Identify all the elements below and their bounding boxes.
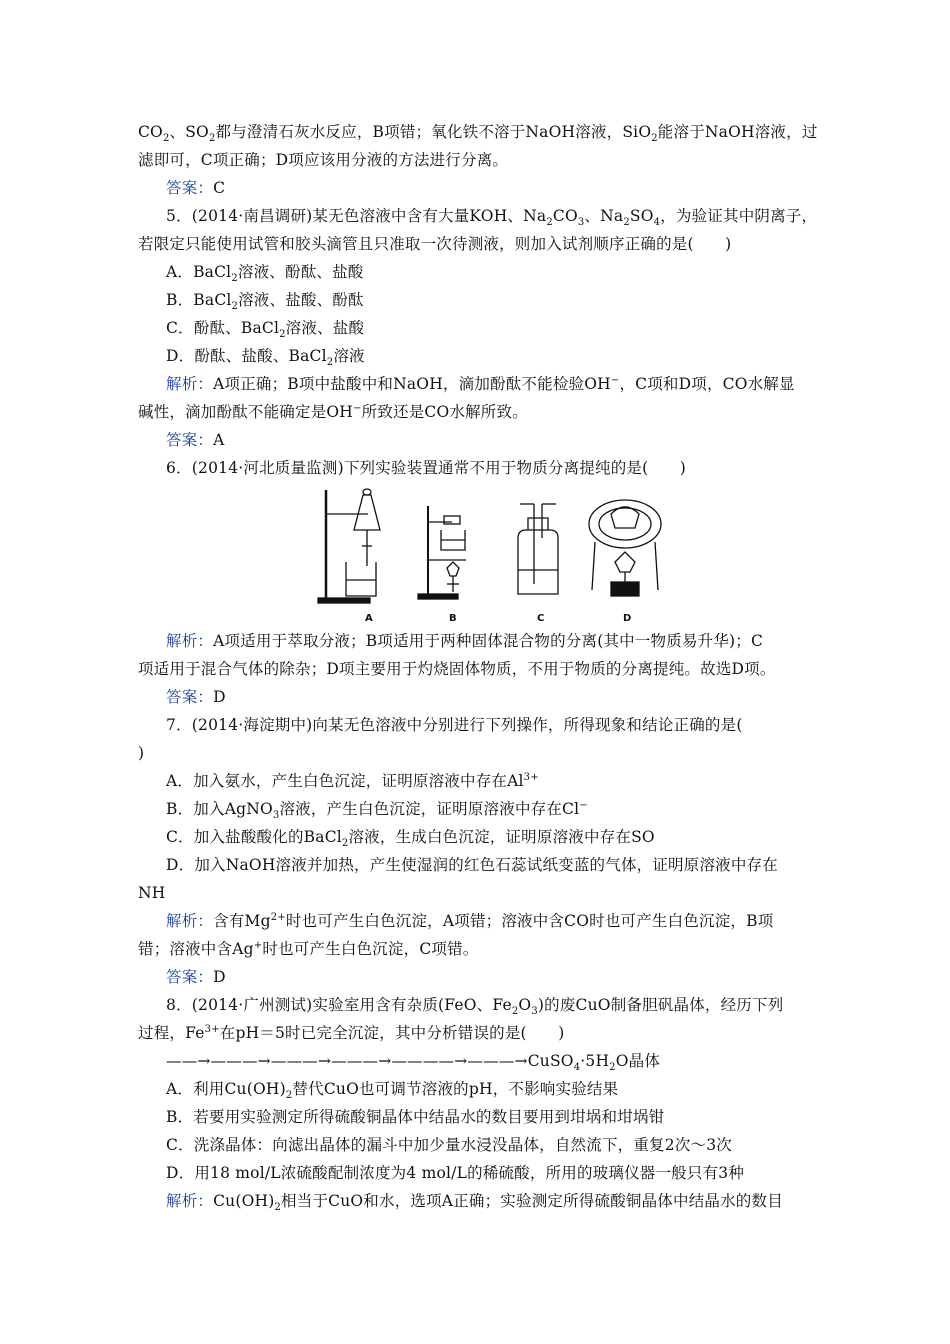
text-line: NH: [138, 884, 166, 902]
option-d: D．加入NaOH溶液并加热，产生使湿润的红色石蕊试纸变蓝的气体，证明原溶液中存在: [166, 856, 778, 874]
text-line: 错；溶液中含Ag+时也可产生白色沉淀，C项错。: [138, 939, 479, 958]
option-b: B．若要用实验测定所得硫酸铜晶体中结晶水的数目要用到坩埚和坩埚钳: [166, 1108, 665, 1126]
option-a: A．BaCl$_2$溶液、酚酞、盐酸: [166, 263, 364, 285]
answer-line: 答案：A: [166, 431, 225, 449]
figure-label-d: D: [623, 613, 632, 624]
apparatus-figure: [310, 484, 670, 626]
option-a: A．利用$Cu(OH)_2$替代CuO也可调节溶液的pH，不影响实验结果: [166, 1080, 619, 1102]
option-b: B．BaCl$_2$溶液、盐酸、酚酞: [166, 291, 364, 313]
analysis-line: 解析：A项正确；B项中盐酸中和NaOH，滴加酚酞不能检验OH−，C项和D项，CO水解显: [166, 374, 795, 393]
analysis-line: 解析：含有$Mg^{2+}$时也可产生白色沉淀，A项错；溶液中含CO时也可产生白色沉淀，B项: [166, 911, 774, 930]
answer-line: 答案：C: [166, 179, 226, 197]
answer-label: 答案：: [166, 968, 214, 986]
text-line: 滤即可，C项正确；D项应该用分液的方法进行分离。: [138, 151, 509, 169]
option-d: D．酚酞、盐酸、BaCl$_2$溶液: [166, 347, 365, 369]
answer-line: 答案：D: [166, 968, 226, 986]
process-flow-line: $——\to———\to———\to———\to————\to———\to CuSO_4\cdot 5H_2O$晶体: [166, 1052, 661, 1074]
figure-label-b: B: [449, 613, 457, 624]
text-line: 若限定只能使用试管和胶头滴管且只准取一次待测液，则加入试剂顺序正确的是( ): [138, 235, 732, 253]
question-7-stem: 7．(2014·海淀期中)向某无色溶液中分别进行下列操作，所得现象和结论正确的是(: [166, 716, 743, 734]
option-d: D．用18 mol/L浓硫酸配制浓度为4 mol/L的稀硫酸，所用的玻璃仪器一般只有3种: [166, 1164, 745, 1182]
text-line: 碱性，滴加酚酞不能确定是OH−所致还是CO水解所致。: [138, 402, 528, 421]
analysis-label: 解析：: [166, 375, 214, 393]
text-line: ): [138, 744, 145, 762]
answer-label: 答案：: [166, 179, 214, 197]
answer-label: 答案：: [166, 688, 214, 706]
analysis-line: 解析：A项适用于萃取分液；B项适用于两种固体混合物的分离(其中一物质易升华)；C: [166, 632, 764, 650]
text-line: $CO_2$、$SO_2$都与澄清石灰水反应，B项错；氧化铁不溶于NaOH溶液，SiO$_2$能溶于NaOH溶液，过: [138, 123, 818, 145]
figure-label-a: A: [365, 613, 373, 624]
analysis-label: 解析：: [166, 912, 214, 930]
analysis-label: 解析：: [166, 1192, 214, 1210]
question-6-stem: 6．(2014·河北质量监测)下列实验装置通常不用于物质分离提纯的是( ): [166, 459, 687, 477]
text-line: 项适用于混合气体的除杂；D项主要用于灼烧固体物质，不用于物质的分离提纯。故选D项。: [138, 660, 776, 678]
option-b: B．加入AgNO$_3$溶液，产生白色沉淀，证明原溶液中存在Cl−: [166, 799, 588, 822]
analysis-label: 解析：: [166, 632, 214, 650]
answer-label: 答案：: [166, 431, 214, 449]
answer-line: 答案：D: [166, 688, 226, 706]
analysis-line: 解析：$Cu(OH)_2$相当于CuO和水，选项A正确；实验测定所得硫酸铜晶体中结晶水的数目: [166, 1192, 783, 1214]
option-c: C．加入盐酸酸化的BaCl$_2$溶液，生成白色沉淀，证明原溶液中存在SO: [166, 828, 655, 850]
option-a: A．加入氨水，产生白色沉淀，证明原溶液中存在$Al^{3+}$: [166, 771, 539, 790]
option-c: C．酚酞、BaCl$_2$溶液、盐酸: [166, 319, 365, 341]
figure-label-c: C: [537, 613, 545, 624]
question-5-stem: 5．(2014·南昌调研)某无色溶液中含有大量KOH、$Na_2CO_3$、$Na_2SO_4$，为验证其中阴离子，: [166, 207, 818, 229]
apparatus-drawing: [310, 484, 670, 626]
text-line: 过程，$Fe^{3+}$在pH＝5时已完全沉淀，其中分析错误的是( ): [138, 1023, 565, 1042]
question-8-stem: 8．(2014·广州测试)实验室用含有杂质(FeO、$Fe_2O_3$)的废CuO制备胆矾晶体，经历下列: [166, 996, 784, 1018]
option-c: C．洗涤晶体：向滤出晶体的漏斗中加少量水浸没晶体，自然流下，重复2次～3次: [166, 1136, 732, 1154]
